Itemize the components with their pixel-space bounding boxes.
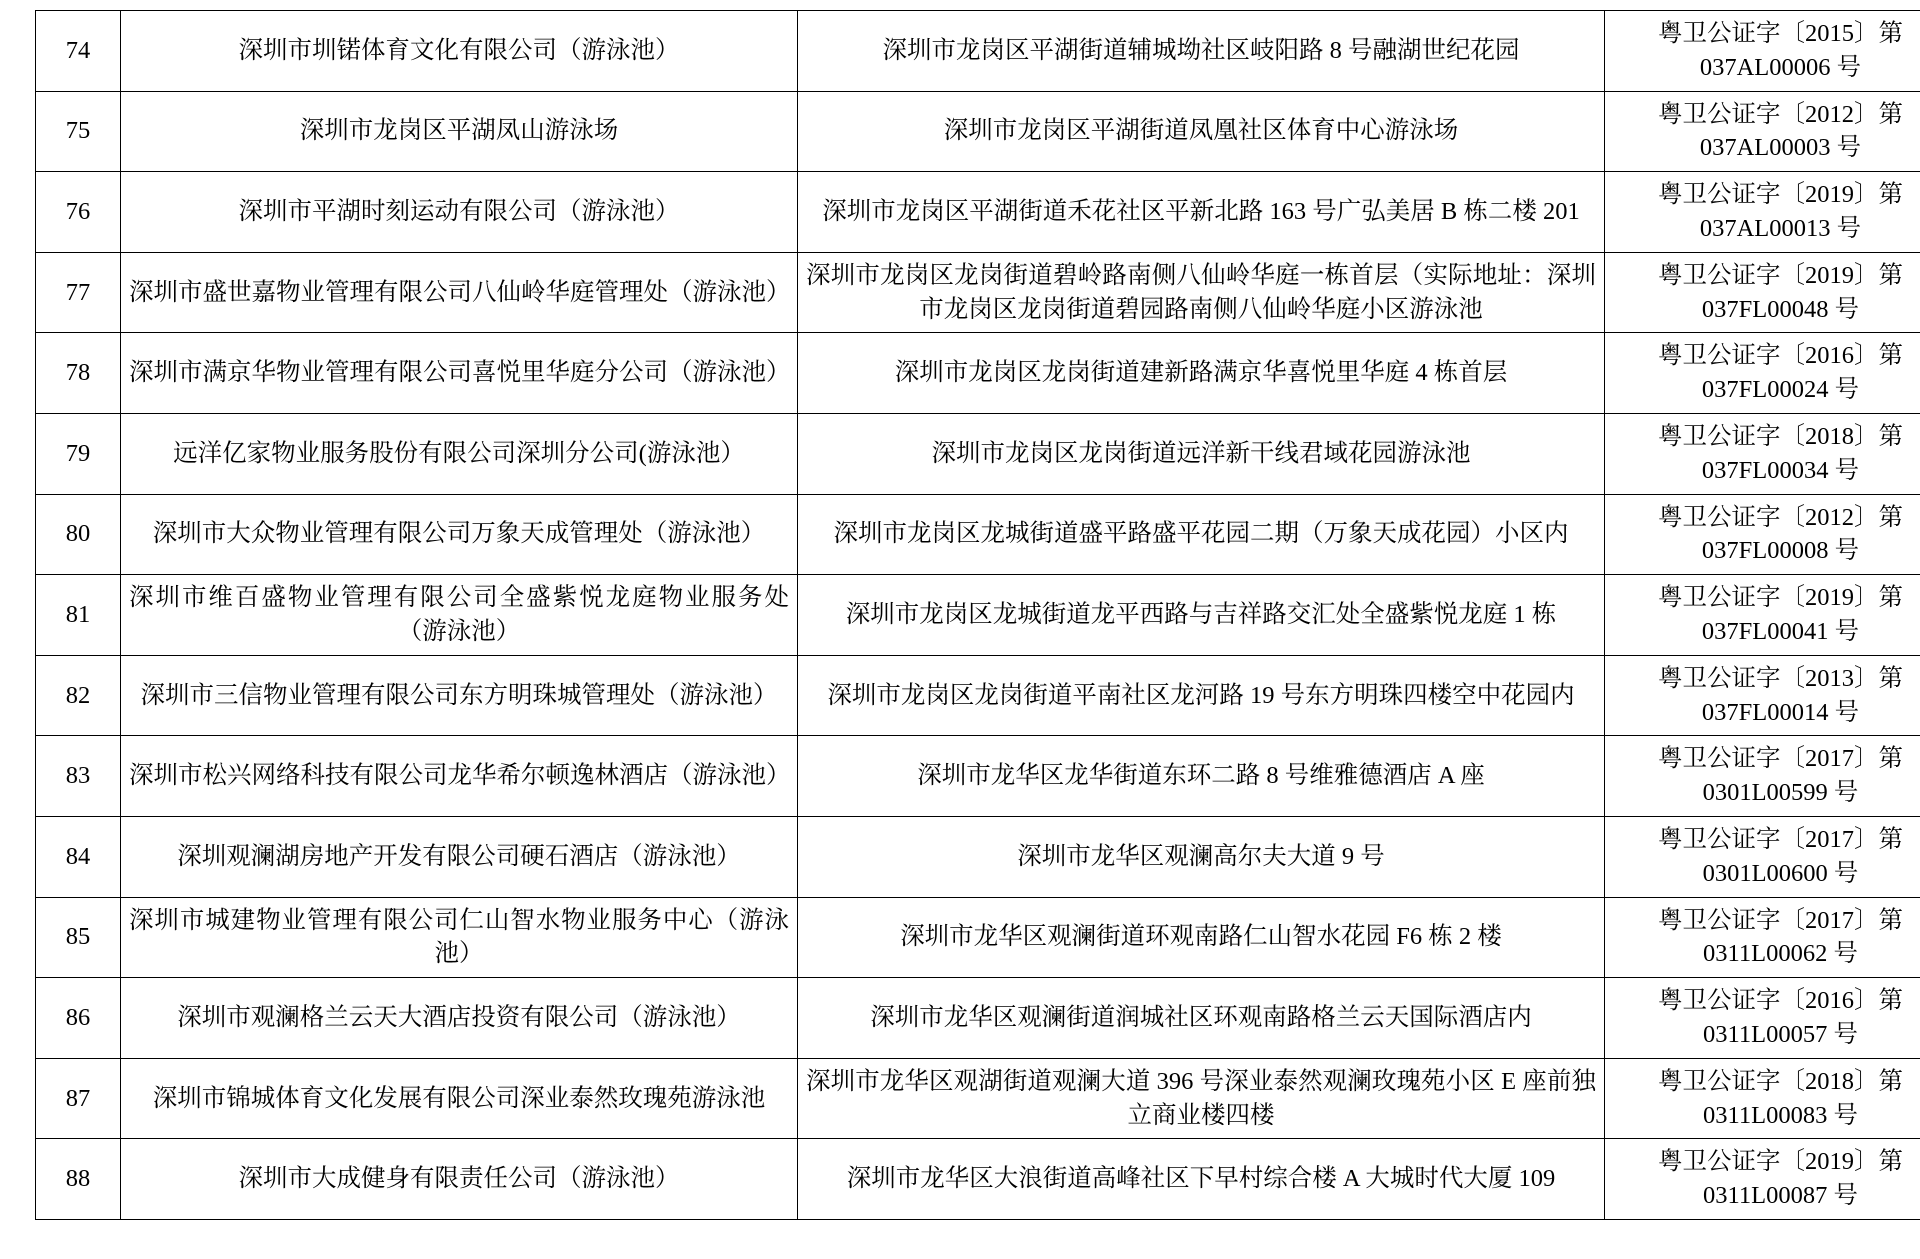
row-unit-name: 深圳市龙岗区平湖凤山游泳场 (121, 91, 798, 172)
row-unit-name: 深圳市大众物业管理有限公司万象天成管理处（游泳池） (121, 494, 798, 575)
row-unit-name: 远洋亿家物业服务股份有限公司深圳分公司(游泳池） (121, 413, 798, 494)
row-unit-name: 深圳市大成健身有限责任公司（游泳池） (121, 1139, 798, 1220)
row-certificate: 粤卫公证字〔2019〕第 0311L00087 号 (1605, 1139, 1920, 1220)
row-certificate: 粤卫公证字〔2017〕第 0301L00600 号 (1605, 816, 1920, 897)
registration-table (35, 10, 1920, 1220)
row-address: 深圳市龙岗区龙岗街道建新路满京华喜悦里华庭 4 栋首层 (798, 333, 1605, 414)
row-unit-name: 深圳市平湖时刻运动有限公司（游泳池） (121, 172, 798, 253)
table-row (36, 1058, 1920, 1139)
row-index: 80 (36, 494, 121, 575)
row-address: 深圳市龙岗区龙城街道盛平路盛平花园二期（万象天成花园）小区内 (798, 494, 1605, 575)
table-row (36, 575, 1920, 656)
table-row (36, 816, 1920, 897)
row-certificate: 粤卫公证字〔2019〕第 037AL00013 号 (1605, 172, 1920, 253)
row-address: 深圳市龙岗区龙岗街道远洋新干线君域花园游泳池 (798, 413, 1605, 494)
row-certificate: 粤卫公证字〔2019〕第 037FL00048 号 (1605, 252, 1920, 333)
row-unit-name: 深圳市三信物业管理有限公司东方明珠城管理处（游泳池） (121, 655, 798, 736)
document-page (0, 10, 1920, 1259)
row-unit-name: 深圳市满京华物业管理有限公司喜悦里华庭分公司（游泳池） (121, 333, 798, 414)
table-body (36, 11, 1920, 1220)
row-index: 74 (36, 11, 121, 92)
table-row (36, 413, 1920, 494)
row-index: 88 (36, 1139, 121, 1220)
row-address: 深圳市龙岗区龙岗街道碧岭路南侧八仙岭华庭一栋首层（实际地址：深圳市龙岗区龙岗街道碧园路南侧八仙岭华庭小区游泳池 (798, 252, 1605, 333)
row-unit-name: 深圳市盛世嘉物业管理有限公司八仙岭华庭管理处（游泳池） (121, 252, 798, 333)
table-row (36, 655, 1920, 736)
row-certificate: 粤卫公证字〔2016〕第 037FL00024 号 (1605, 333, 1920, 414)
row-index: 87 (36, 1058, 121, 1139)
table-row (36, 91, 1920, 172)
row-certificate: 粤卫公证字〔2013〕第 037FL00014 号 (1605, 655, 1920, 736)
row-unit-name: 深圳市城建物业管理有限公司仁山智水物业服务中心（游泳池） (121, 897, 798, 978)
row-address: 深圳市龙岗区平湖街道禾花社区平新北路 163 号广弘美居 B 栋二楼 201 (798, 172, 1605, 253)
row-unit-name: 深圳观澜湖房地产开发有限公司硬石酒店（游泳池） (121, 816, 798, 897)
row-unit-name: 深圳市维百盛物业管理有限公司全盛紫悦龙庭物业服务处（游泳池） (121, 575, 798, 656)
row-certificate: 粤卫公证字〔2015〕第 037AL00006 号 (1605, 11, 1920, 92)
table-row (36, 11, 1920, 92)
row-index: 75 (36, 91, 121, 172)
row-index: 76 (36, 172, 121, 253)
row-index: 85 (36, 897, 121, 978)
row-certificate: 粤卫公证字〔2012〕第 037FL00008 号 (1605, 494, 1920, 575)
row-index: 84 (36, 816, 121, 897)
row-certificate: 粤卫公证字〔2018〕第 0311L00083 号 (1605, 1058, 1920, 1139)
row-certificate: 粤卫公证字〔2017〕第 0301L00599 号 (1605, 736, 1920, 817)
row-certificate: 粤卫公证字〔2018〕第 037FL00034 号 (1605, 413, 1920, 494)
row-unit-name: 深圳市松兴网络科技有限公司龙华希尔顿逸林酒店（游泳池） (121, 736, 798, 817)
row-address: 深圳市龙岗区平湖街道凤凰社区体育中心游泳场 (798, 91, 1605, 172)
table-row (36, 252, 1920, 333)
table-row (36, 172, 1920, 253)
table-row (36, 736, 1920, 817)
row-index: 77 (36, 252, 121, 333)
row-index: 83 (36, 736, 121, 817)
row-index: 82 (36, 655, 121, 736)
row-index: 81 (36, 575, 121, 656)
row-certificate: 粤卫公证字〔2012〕第 037AL00003 号 (1605, 91, 1920, 172)
row-address: 深圳市龙华区观澜高尔夫大道 9 号 (798, 816, 1605, 897)
row-unit-name: 深圳市观澜格兰云天大酒店投资有限公司（游泳池） (121, 978, 798, 1059)
row-address: 深圳市龙岗区龙城街道龙平西路与吉祥路交汇处全盛紫悦龙庭 1 栋 (798, 575, 1605, 656)
table-row (36, 897, 1920, 978)
row-address: 深圳市龙华区大浪街道高峰社区下早村综合楼 A 大城时代大厦 109 (798, 1139, 1605, 1220)
row-certificate: 粤卫公证字〔2016〕第 0311L00057 号 (1605, 978, 1920, 1059)
row-address: 深圳市龙岗区平湖街道辅城坳社区岐阳路 8 号融湖世纪花园 (798, 11, 1605, 92)
table-row (36, 494, 1920, 575)
row-index: 86 (36, 978, 121, 1059)
row-unit-name: 深圳市锦城体育文化发展有限公司深业泰然玫瑰苑游泳池 (121, 1058, 798, 1139)
row-address: 深圳市龙华区观湖街道观澜大道 396 号深业泰然观澜玫瑰苑小区 E 座前独立商业楼四楼 (798, 1058, 1605, 1139)
table-row (36, 1139, 1920, 1220)
row-index: 79 (36, 413, 121, 494)
row-address: 深圳市龙岗区龙岗街道平南社区龙河路 19 号东方明珠四楼空中花园内 (798, 655, 1605, 736)
row-address: 深圳市龙华区观澜街道环观南路仁山智水花园 F6 栋 2 楼 (798, 897, 1605, 978)
table-row (36, 333, 1920, 414)
row-address: 深圳市龙华区龙华街道东环二路 8 号维雅德酒店 A 座 (798, 736, 1605, 817)
row-certificate: 粤卫公证字〔2017〕第 0311L00062 号 (1605, 897, 1920, 978)
row-certificate: 粤卫公证字〔2019〕第 037FL00041 号 (1605, 575, 1920, 656)
row-unit-name: 深圳市圳锘体育文化有限公司（游泳池） (121, 11, 798, 92)
table-row (36, 978, 1920, 1059)
row-index: 78 (36, 333, 121, 414)
row-address: 深圳市龙华区观澜街道润城社区环观南路格兰云天国际酒店内 (798, 978, 1605, 1059)
